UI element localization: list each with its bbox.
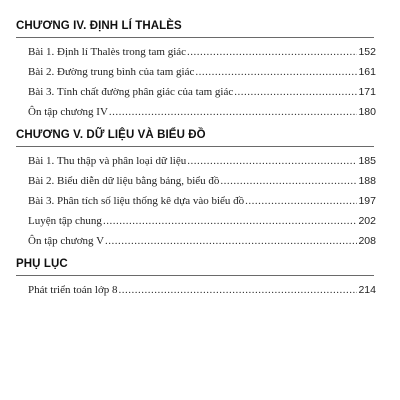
toc-entry[interactable] bbox=[16, 42, 378, 62]
chapter-v-section bbox=[16, 127, 378, 251]
toc-entry[interactable] bbox=[16, 151, 378, 171]
toc-entry-label: Bài 2. Biểu diễn dữ liệu bằng bảng, biểu đồ bbox=[28, 175, 220, 187]
toc-entry-page: 188 bbox=[358, 175, 376, 187]
dot-leader bbox=[245, 191, 357, 211]
chapter-divider bbox=[16, 146, 374, 147]
toc-entry[interactable] bbox=[16, 102, 378, 122]
toc-entry-label: Bài 2. Đường trung bình của tam giác bbox=[28, 66, 195, 78]
dot-leader bbox=[103, 211, 358, 231]
chapter-divider bbox=[16, 37, 374, 38]
chapter-divider bbox=[16, 275, 374, 276]
toc-entry-label: Ôn tập chương IV bbox=[28, 106, 108, 118]
chapter-iv-section bbox=[16, 18, 378, 122]
toc-entry[interactable] bbox=[16, 211, 378, 231]
toc-entry-page: 197 bbox=[358, 195, 376, 207]
chapter-entries bbox=[16, 151, 378, 251]
toc-entry-label: Bài 1. Thu thập và phân loại dữ liệu bbox=[28, 155, 187, 167]
chapter-entries bbox=[16, 280, 378, 300]
toc-entry-label: Luyện tập chung bbox=[28, 215, 102, 227]
toc-entry[interactable] bbox=[16, 231, 378, 251]
toc-entry[interactable] bbox=[16, 191, 378, 211]
toc-entry-label: Ôn tập chương V bbox=[28, 235, 105, 247]
toc-entry-page: 208 bbox=[358, 235, 376, 247]
toc-entry-page: 152 bbox=[358, 46, 376, 58]
toc-entry[interactable] bbox=[16, 171, 378, 191]
toc-entry[interactable] bbox=[16, 82, 378, 102]
toc-entry-page: 185 bbox=[358, 155, 376, 167]
dot-leader bbox=[187, 42, 357, 62]
toc-entry-label: Bài 3. Phân tích số liệu thống kê dựa vào biểu đồ bbox=[28, 195, 245, 207]
toc-entry-label: Bài 1. Định lí Thalès trong tam giác bbox=[28, 46, 187, 58]
dot-leader bbox=[105, 231, 357, 251]
toc-entry-page: 161 bbox=[358, 66, 376, 78]
chapter-entries bbox=[16, 42, 378, 122]
chapter-title: CHƯƠNG V. DỮ LIỆU VÀ BIỂU ĐỒ bbox=[16, 129, 206, 141]
dot-leader bbox=[187, 151, 357, 171]
dot-leader bbox=[195, 62, 357, 82]
toc-entry[interactable] bbox=[16, 280, 378, 300]
toc-entry-label: Bài 3. Tính chất đường phân giác của tam giác bbox=[28, 86, 234, 98]
appendix-section bbox=[16, 256, 378, 300]
toc-entry-page: 214 bbox=[358, 284, 376, 296]
toc-entry-page: 180 bbox=[358, 106, 376, 118]
toc-entry-page: 171 bbox=[358, 86, 376, 98]
toc-entry-label: Phát triển toán lớp 8 bbox=[28, 284, 118, 296]
toc-entry[interactable] bbox=[16, 62, 378, 82]
toc-entry-page: 202 bbox=[358, 215, 376, 227]
dot-leader bbox=[234, 82, 357, 102]
chapter-title: CHƯƠNG IV. ĐỊNH LÍ THALÈS bbox=[16, 20, 182, 32]
dot-leader bbox=[119, 280, 358, 300]
dot-leader bbox=[109, 102, 358, 122]
dot-leader bbox=[220, 171, 357, 191]
chapter-title: PHỤ LỤC bbox=[16, 258, 68, 270]
